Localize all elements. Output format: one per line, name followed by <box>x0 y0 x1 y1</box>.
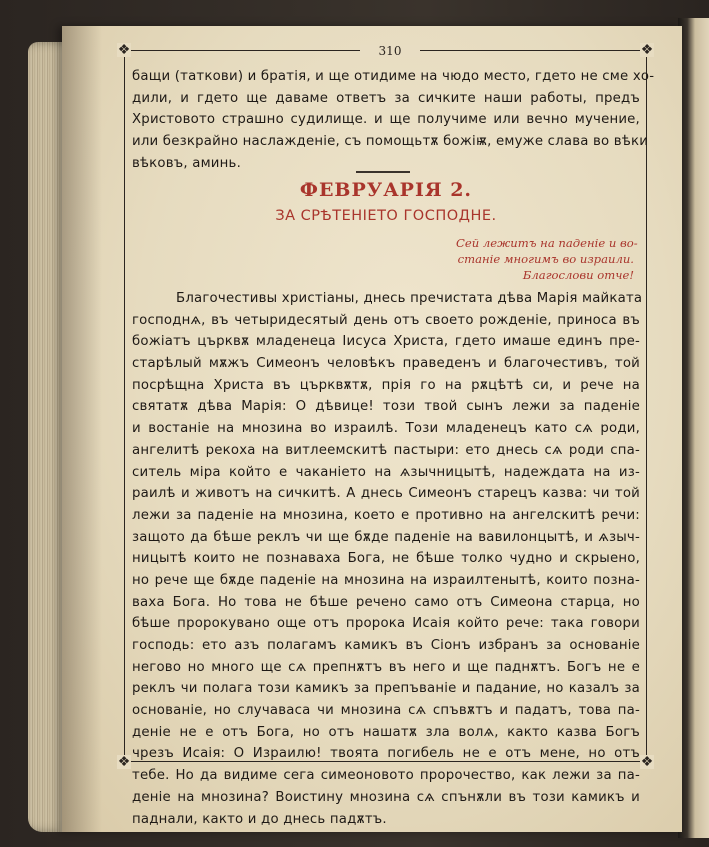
epigraph-line: Сей лежитъ на паденіе и во- <box>456 236 638 250</box>
text-line: негово но много ще сѧ препнѫтъ въ него и ще паднѫтъ. Богъ не е <box>132 659 640 675</box>
corner-ornament-icon: ❖ <box>640 754 654 770</box>
text-line: господнѧ, въ четыридесятый день отъ своето рожденіе, приноса въ <box>132 312 640 328</box>
text-line: чрезъ Исаія: О Израилю! твоята погибель не е отъ мене, но отъ <box>132 746 640 762</box>
section-date-heading: ФЕВРУАРІЯ 2. <box>299 179 473 201</box>
text-line: ангелитѣ рекоха на витлеемскитѣ пастыри: ето днесь сѧ роди спа- <box>132 442 640 458</box>
previous-sermon-ending <box>132 66 655 174</box>
text-line: святатѫ дѣва Марія: О дѣвице! този твой сынъ лежи за паденіе <box>132 399 640 415</box>
text-line: ницытѣ които не познаваха Бога, не бѣше толко чудно и скрыено, <box>132 551 640 567</box>
text-line: раилѣ и животъ на сичкитѣ. А днесь Симеонъ старецъ казва: чи той <box>132 486 640 502</box>
text-line: деніе на мнозина? Воистину мнозина сѧ спънѫли въ този камикъ и <box>132 789 640 805</box>
text-line: лежи за паденіе на мнозина, което е противно на ангелскитѣ речи: <box>132 507 640 523</box>
text-line: паднали, както и до днесь падѫтъ. <box>132 811 387 827</box>
section-feast-title: ЗА СРѢТЕНІЕТО ГОСПОДНЕ. <box>275 208 497 224</box>
book-right-edge <box>678 18 709 838</box>
text-line: деніе не е отъ Бога, но отъ нашатѫ зла волѧ, както казва Богъ <box>132 724 640 740</box>
text-line: божіатъ църквѫ младенеца Іисуса Христа, гдето имаше единъ пре- <box>132 334 640 350</box>
epigraph <box>456 235 638 283</box>
text-line: вѣковъ, аминь. <box>132 155 241 171</box>
text-line: дили, и гдето ще даваме ответъ за сичките наши работы, предъ <box>132 90 640 106</box>
text-line: основаніе, но случаваса чи мнозина сѧ спъвѫтъ и падатъ, това па- <box>132 703 640 719</box>
text-line: старѣлый мѫжъ Симеонъ человѣкъ праведенъ и благочестивъ, той <box>132 356 640 372</box>
text-line: бѣше пророкувано още отъ пророка Исаія който рече: така говори <box>132 616 640 632</box>
page-number: 310 <box>360 45 420 57</box>
text-line: защото да бѣше реклъ чи ще бѫде паденіе на вавилонцытѣ, и ѧзыч- <box>132 529 640 545</box>
corner-ornament-icon: ❖ <box>117 754 131 770</box>
text-line: бащи (таткови) и братія, и ще отидиме на чюдо место, гдето не сме хо- <box>132 69 655 84</box>
corner-ornament-icon: ❖ <box>117 42 131 58</box>
epigraph-line: станіе многимъ во израили. <box>457 252 634 266</box>
text-line: и востаніе на мнозина во израилѣ. Този младенецъ като сѧ роди, <box>132 421 640 437</box>
epigraph-line: Благослови отче! <box>522 268 634 282</box>
section-divider <box>356 171 410 173</box>
text-line: Христовото страшно судилище. и ще получиме или вечно мучение, <box>132 112 640 128</box>
corner-ornament-icon: ❖ <box>640 42 654 58</box>
text-line: ваха Бога. Но това не бѣше речено само отъ Симеона старца, но <box>132 594 640 610</box>
text-line: посрѣщна Христа въ църквѫтѫ, прія го на рѫцѣтѣ си, и рече на <box>132 377 640 393</box>
text-line: господь: ето азъ полагамъ камикъ въ Сіонъ избранъ за основаніе <box>132 638 640 653</box>
text-line: ситель міра който е чаканіето на ѧзычницытѣ, надеждата на из- <box>132 464 640 480</box>
text-line: но рече ще бѫде паденіе на мнозина на израилтенытѣ, които позна- <box>132 572 640 588</box>
text-line: реклъ чи полага този камикъ за препъваніе и падание, но казалъ за <box>132 681 640 697</box>
sermon-body <box>132 288 643 830</box>
text-line: или безкрайно наслажденіе, съ помощьтѫ божіѭ, емуже слава во вѣки <box>132 134 649 150</box>
text-line: тебе. Но да видиме сега симеоновото пророчество, как лежи за па- <box>132 768 640 784</box>
text-line: Благочестивы христіаны, днесь пречистата дѣва Марія майката <box>176 291 643 306</box>
